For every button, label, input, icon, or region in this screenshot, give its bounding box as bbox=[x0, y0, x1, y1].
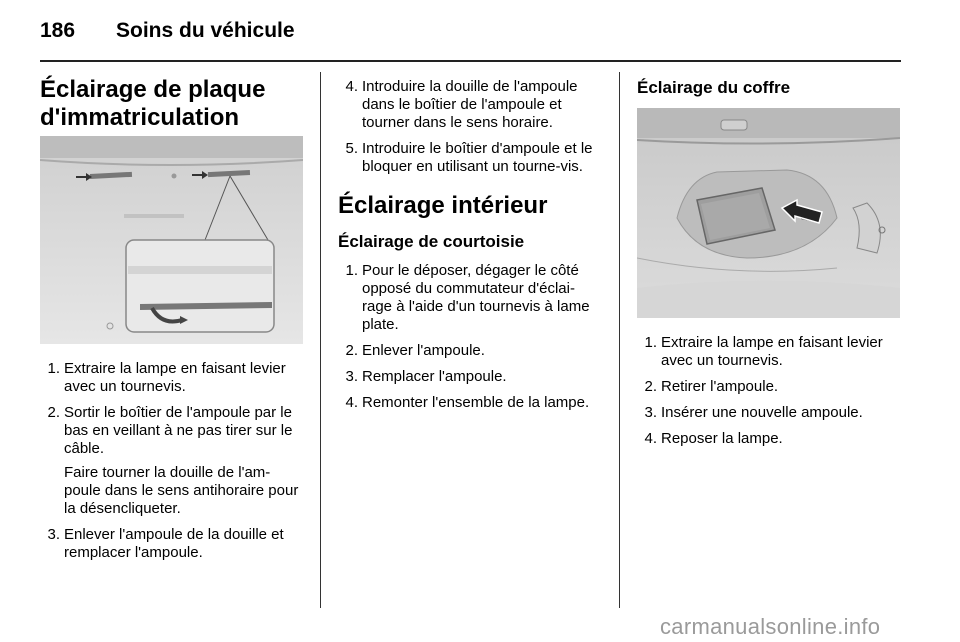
trunk-lamp-figure bbox=[637, 108, 900, 318]
courtesy-light-steps bbox=[338, 262, 604, 412]
list-item: 1. Pour le déposer, dégager le côté opposé du commutateur d'éclai-rage à l'aide d'un tournevis à lame plate. bbox=[345, 262, 590, 333]
column-1 bbox=[40, 76, 305, 132]
list-item: 1. Extraire la lampe en faisant levier avec un tournevis. bbox=[644, 334, 883, 369]
section-title-trunk-lighting: Éclairage du coffre bbox=[637, 78, 791, 97]
column-2 bbox=[338, 78, 604, 420]
license-plate-steps-cont bbox=[40, 526, 305, 562]
license-plate-lamp-figure bbox=[40, 136, 303, 344]
license-plate-steps bbox=[40, 360, 305, 458]
trunk-lamp-steps bbox=[637, 334, 902, 448]
list-item: 1. Extraire la lampe en faisant levier avec un tournevis. bbox=[47, 360, 286, 395]
header-rule bbox=[40, 60, 901, 62]
column-3-steps bbox=[637, 334, 902, 456]
list-item: 2. Retirer l'ampoule. bbox=[644, 378, 779, 395]
step-note: Faire tourner la douille de l'am-poule dans le sens antihoraire pour la désencliqueter. bbox=[64, 464, 299, 517]
column-divider-1 bbox=[320, 72, 321, 608]
section-title-interior-lighting: Éclairage intérieur bbox=[338, 192, 548, 219]
list-item: 4. Remonter l'ensemble de la lampe. bbox=[345, 394, 590, 411]
subsection-title-courtesy-light: Éclairage de courtoisie bbox=[338, 232, 525, 251]
watermark: carmanualsonline.info bbox=[660, 614, 881, 639]
list-item: 2. Sortir le boîtier de l'ampoule par le bas en veillant à ne pas tirer sur le câble. bbox=[47, 404, 293, 457]
column-divider-2 bbox=[619, 72, 620, 608]
section-title-license-plate: Éclairage de plaque d'immatriculation bbox=[40, 76, 266, 131]
page-header-title: Soins du véhicule bbox=[116, 19, 295, 42]
list-item: 2. Enlever l'ampoule. bbox=[345, 342, 485, 359]
list-item: 4. Introduire la douille de l'ampoule dans le boîtier de l'ampoule et tourner dans le sens horaire. bbox=[345, 78, 578, 131]
list-item: 3. Remplacer l'ampoule. bbox=[345, 368, 507, 385]
column-1-steps bbox=[40, 360, 305, 570]
list-item: 5. Introduire le boîtier d'ampoule et le bloquer en utilisant un tourne-vis. bbox=[345, 140, 593, 175]
license-plate-steps-continued bbox=[338, 78, 604, 176]
list-item: 4. Reposer la lampe. bbox=[644, 430, 783, 447]
page-number: 186 bbox=[40, 19, 76, 42]
column-3 bbox=[637, 78, 902, 98]
list-item: 3. Insérer une nouvelle ampoule. bbox=[644, 404, 863, 421]
list-item: 3. Enlever l'ampoule de la douille et remplacer l'ampoule. bbox=[47, 526, 284, 561]
